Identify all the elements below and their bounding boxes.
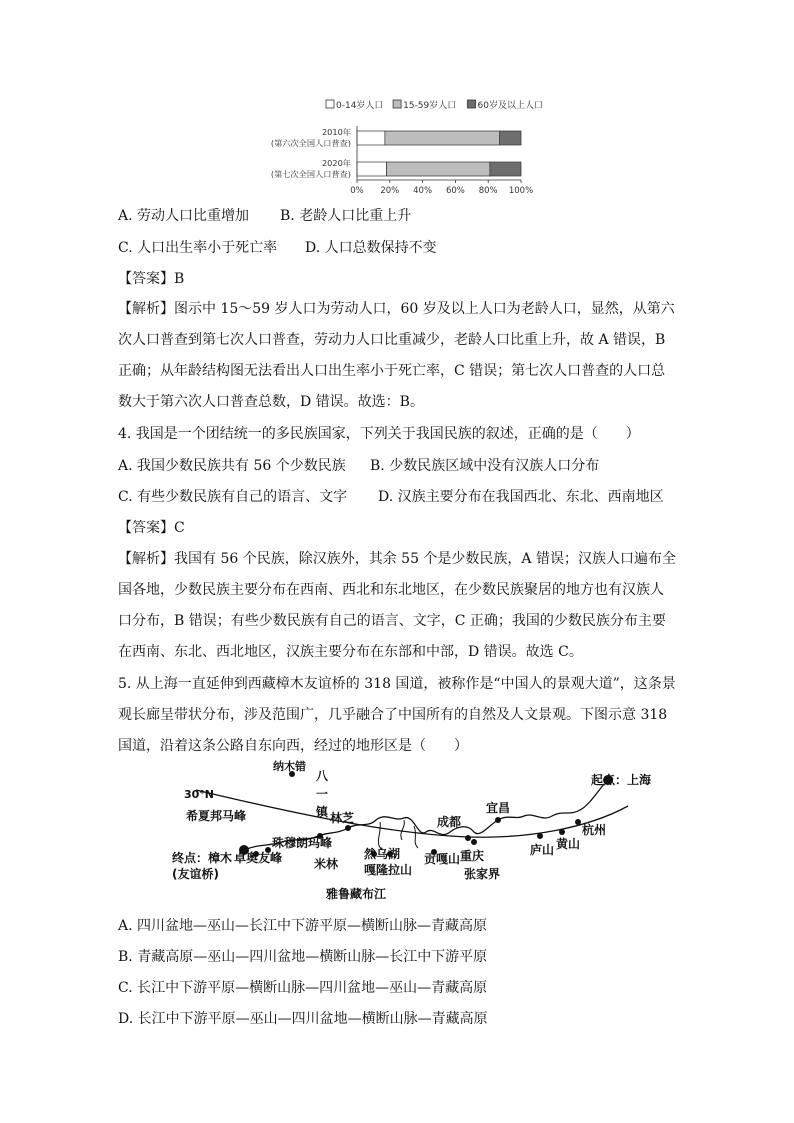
q3-option-c: C. 人口出生率小于死亡率 [118, 240, 278, 256]
bar-segment [357, 131, 385, 145]
x-tick-label: 60% [445, 186, 465, 196]
bar-segment [385, 131, 500, 145]
legend-label: 60岁及以上人口 [477, 101, 543, 111]
place-label: 镇 [316, 805, 329, 819]
x-tick-label: 0% [350, 186, 364, 196]
category-label: 2010年 [321, 127, 351, 137]
place-label: 八 [316, 769, 329, 783]
q5-option-c: C. 长江中下游平原—横断山脉—四川盆地—巫山—青藏高原 [118, 980, 488, 996]
place-label: 嘎隆拉山 [364, 863, 413, 877]
bar-segment [387, 162, 490, 176]
q3-answer: 【答案】B [118, 271, 185, 287]
place-label: 纳木错 [273, 760, 306, 773]
x-tick-label: 80% [478, 186, 498, 196]
q5-stem-line: 观长廊呈带状分布，涉及范围广，几乎融合了中国所有的自然及人文景观。下图示意 318 [118, 707, 668, 723]
q3-analysis-line: 数大于第六次人口普查总数，D 错误。故选：B。 [118, 394, 424, 410]
q5-option-b: B. 青藏高原—巫山—四川盆地—横断山脉—长江中下游平原 [118, 949, 488, 965]
place-label: 贡嘎山 [424, 852, 461, 866]
place-label: 雅鲁藏布江 [326, 887, 387, 901]
location-dot [559, 829, 565, 835]
q3-analysis-line: 【解析】图示中 15～59 岁人口为劳动人口，60 岁及以上人口为老龄人口，显然，从第六 [118, 301, 675, 317]
category-label: (第六次全国人口普查) [270, 138, 351, 148]
place-label: 成都 [437, 815, 462, 829]
end-label: 终点：樟木 [172, 851, 233, 865]
q4-analysis-line: 在西南、东北、西北地区，汉族主要分布在东部和中部，D 错误。故选 C。 [118, 644, 583, 660]
legend-label: 15-59岁人口 [403, 101, 457, 111]
population-age-structure-chart [240, 92, 560, 200]
legend-swatch [468, 100, 476, 108]
place-label: 珠穆朗玛峰 [272, 836, 333, 850]
location-dot [345, 825, 351, 831]
place-label: 庐山 [530, 843, 555, 857]
river-line [378, 820, 418, 850]
q4-analysis-line: 【解析】我国有 56 个民族，除汉族外，其余 55 个是少数民族，A 错误；汉族人口遍布全 [118, 551, 676, 567]
q3-option-a: A. 劳动人口比重增加 [118, 208, 250, 224]
q4-analysis-line: 国各地，少数民族主要分布在西南、西北和东北地区，在少数民族聚居的地方也有汉族人 [118, 582, 664, 598]
location-dot [575, 819, 581, 825]
q5-option-d: D. 长江中下游平原—巫山—四川盆地—横断山脉—青藏高原 [118, 1011, 488, 1027]
latitude-label: 30°N [184, 788, 215, 801]
place-label: 然乌湖 [364, 847, 401, 861]
q4-analysis-line: 口分布，B 错误；有些少数民族有自己的语言、文字，C 正确；我国的少数民族分布主要 [118, 613, 666, 629]
place-label: 卓奥友峰 [234, 851, 283, 865]
x-tick-label: 40% [413, 186, 433, 196]
x-tick-label: 20% [380, 186, 400, 196]
place-label: 一 [316, 787, 329, 801]
category-label: 2020年 [321, 158, 351, 168]
chart-category-labels [271, 127, 351, 179]
bar-segment [357, 162, 387, 176]
place-label: 张家界 [464, 867, 501, 881]
end-label: (友谊桥) [172, 867, 219, 881]
location-dot [465, 835, 471, 841]
bar-segment [490, 162, 521, 176]
place-label: 米林 [314, 857, 339, 871]
place-label: 希夏邦马峰 [186, 809, 247, 823]
location-dot [495, 817, 501, 823]
q3-analysis-line: 次人口普查到第七次人口普查，劳动力人口比重减少，老龄人口比重上升，故 A 错误，B [118, 332, 666, 348]
q5-stem-line: 5. 从上海一直延伸到西藏樟木友谊桥的 318 国道，被称作是“中国人的景观大道”，这条景 [118, 676, 676, 692]
location-dot [471, 839, 477, 845]
place-label: 杭州 [582, 823, 607, 837]
q4-option-a: A. 我国少数民族共有 56 个少数民族 [118, 458, 346, 474]
q5-stem-line: 国道，沿着这条公路自东向西，经过的地形区是（ ） [118, 738, 468, 754]
category-label: (第七次全国人口普查) [270, 169, 351, 179]
x-tick-label: 100% [508, 186, 534, 196]
q3-option-b: B. 老龄人口比重上升 [280, 208, 412, 224]
q5-option-a: A. 四川盆地—巫山—长江中下游平原—横断山脉—青藏高原 [118, 918, 488, 934]
q4-answer: 【答案】C [118, 520, 185, 536]
bar-segment [500, 131, 521, 145]
place-label: 林芝 [330, 811, 355, 825]
q3-analysis-line: 正确；从年龄结构图无法看出人口出生率小于死亡率，C 错误；第七次人口普查的人口总 [118, 363, 666, 379]
location-dot [537, 833, 543, 839]
route-318-map [168, 760, 652, 912]
chart-bars [357, 131, 521, 176]
q4-option-d: D. 汉族主要分布在我国西北、东北、西南地区 [378, 489, 664, 505]
place-label: 黄山 [556, 837, 581, 851]
q4-option-b: B. 少数民族区域中没有汉族人口分布 [370, 458, 600, 474]
q3-option-d: D. 人口总数保持不变 [305, 240, 437, 256]
legend-swatch [393, 100, 401, 108]
chart-legend [326, 99, 543, 111]
legend-swatch [326, 100, 334, 108]
place-label: 起点：上海 [591, 773, 652, 787]
place-label: 宜昌 [486, 801, 511, 815]
legend-label: 0-14岁人口 [336, 101, 384, 111]
place-label: 重庆 [460, 849, 485, 863]
q4-stem: 4. 我国是一个团结统一的多民族国家，下列关于我国民族的叙述，正确的是（ ） [118, 426, 640, 442]
q4-option-c: C. 有些少数民族有自己的语言、文字 [118, 489, 348, 505]
